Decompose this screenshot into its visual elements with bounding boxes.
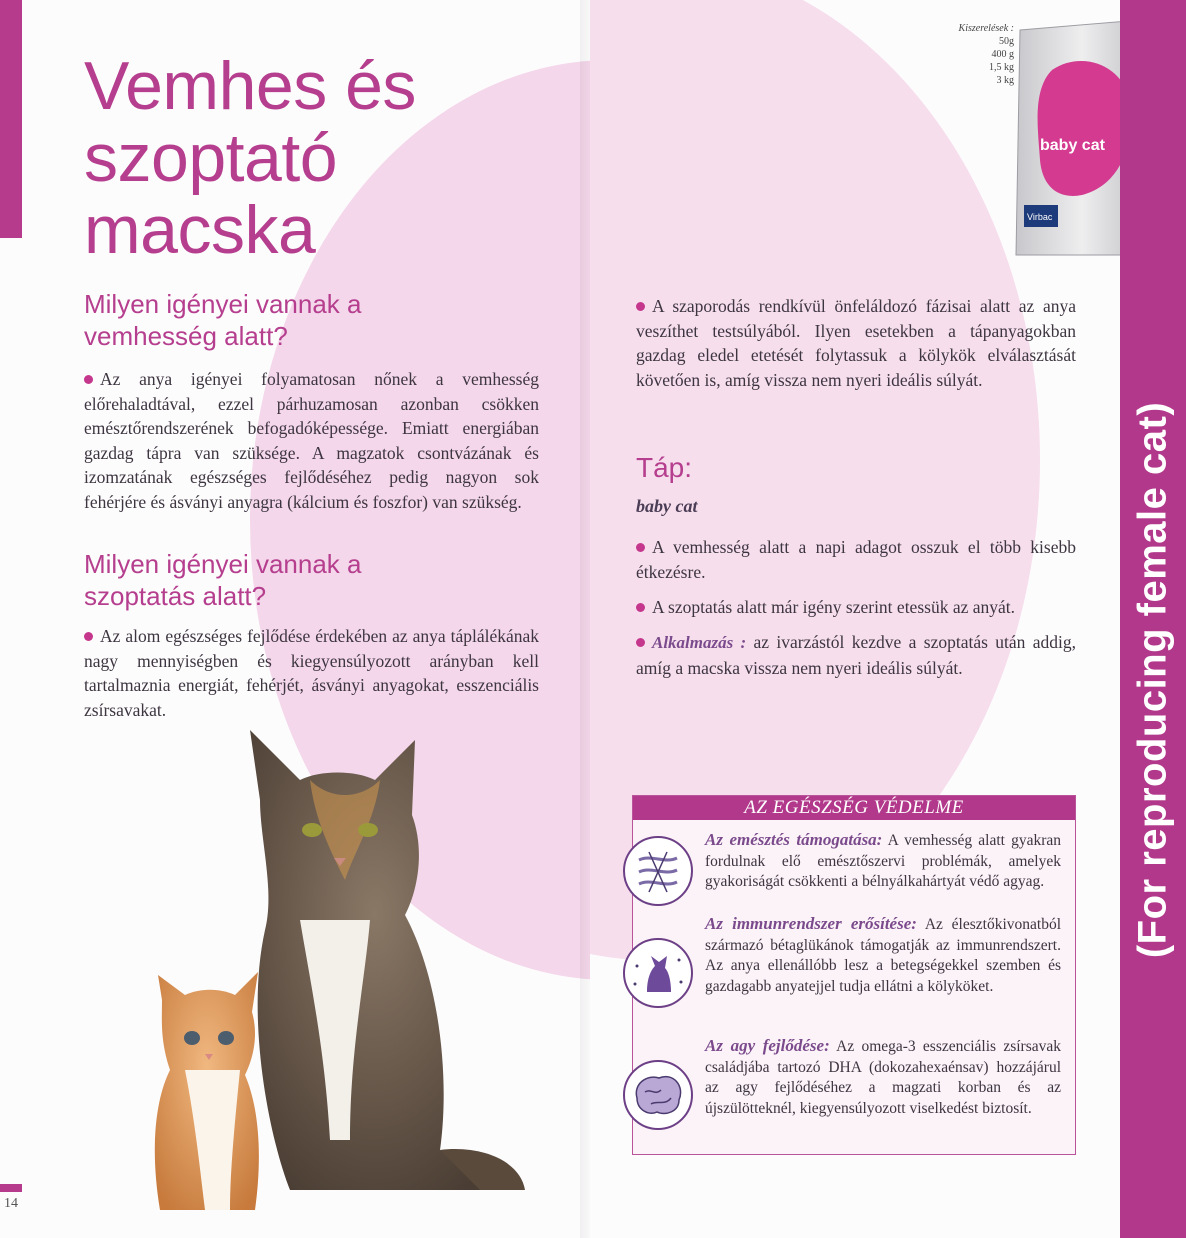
bullet-dot (636, 638, 645, 647)
vertical-label: (For reproducing female cat) (1130, 401, 1175, 959)
page-number: 14 (4, 1196, 18, 1211)
title-line-2: szoptató (84, 120, 338, 196)
title-line-3: macska (84, 192, 316, 268)
brain-icon (621, 1058, 695, 1132)
health-item-2-text: Az élesztőkivonatból származó bétaglükánok támogatják az immunrendszert. Az anya ellenállóbb lesz a betegségekkel szemben és gazdagabb anyatejjel tudja ellátni a kölyköket. (705, 916, 1061, 995)
bullet-1 (636, 535, 1076, 584)
bullet-2 (636, 595, 1076, 620)
section2-heading: Milyen igényei vannak a szoptatás alatt? (84, 549, 362, 611)
package-size-4: 3 kg (996, 75, 1014, 86)
immune-cat-icon (621, 936, 695, 1010)
package-product-text: baby cat (1040, 137, 1105, 154)
bullet-1-text: A vemhesség alatt a napi adagot osszuk el több kisebb étkezésre. (636, 537, 1076, 582)
intro-text (636, 294, 1076, 392)
health-item-3-title: Az agy fejlődése: (705, 1036, 830, 1055)
edge-bar-top (0, 0, 22, 238)
section1-text-body: Az anya igényei folyamatosan nőnek a vemhesség előrehaladtával, ezzel párhuzamosan azonban csökken emésztőrendszerének befogadóképessége. Emiatt energiában gazdag tápra van szüksége. A magzatok csontvázának és izomzatának egészséges fejlődéséhez pedig nagyon sok fehérjére és ásványi anyagra (kálcium és foszfor) van szükség. (84, 369, 539, 512)
bullet-dot (84, 632, 93, 641)
package-size-2: 400 g (991, 49, 1014, 60)
health-item-2 (705, 914, 1061, 997)
title-line-1: Vemhes és (84, 48, 416, 124)
health-item-1 (705, 830, 1061, 893)
fold-shadow (580, 0, 590, 1238)
package-size-3: 1,5 kg (989, 62, 1014, 73)
health-item-2-title: Az immunrendszer erősítése: (705, 914, 917, 933)
section2-text (84, 624, 539, 722)
package-maker-text: Virbac (1027, 212, 1053, 222)
section1-text (84, 367, 539, 514)
bullet-2-text: A szoptatás alatt már igény szerint etessük az anyát. (652, 597, 1015, 617)
section1-heading: Milyen igényei vannak a vemhesség alatt? (84, 289, 362, 351)
page-number-bar (0, 1184, 22, 1192)
package-sizes (959, 22, 1014, 87)
health-box-heading: AZ EGÉSZSÉG VÉDELME (633, 796, 1075, 820)
health-box (632, 795, 1076, 1155)
bullet-3 (636, 630, 1076, 680)
health-item-3 (705, 1036, 1061, 1119)
bullet-dot (636, 603, 645, 612)
bullet-dot (636, 302, 645, 311)
vertical-strip (1120, 0, 1186, 1238)
package-size-1: 50g (999, 36, 1014, 47)
right-page (590, 0, 1186, 1238)
left-page (0, 0, 590, 1238)
health-item-1-title: Az emésztés támogatása: (705, 830, 883, 849)
bullet-3-text: az ivarzástól kezdve a szoptatás után addig, amíg a macska vissza nem nyeri ideális súlyát. (636, 632, 1077, 678)
cats-photo (150, 720, 530, 1220)
tap-heading: Táp: (636, 452, 693, 483)
page-title (84, 50, 416, 266)
bullet-dot (84, 375, 93, 384)
package-sizes-label: Kiszerelések : (958, 23, 1014, 34)
bullet-3-label: Alkalmazás : (652, 633, 747, 652)
digestion-icon (621, 834, 695, 908)
health-item-1-text: A vemhesség alatt gyakran fordulnak elő emésztőszervi problémák, amelyek gyakoriságát csökkenti a bélnyálkahártyát védő agyag. (705, 832, 1061, 890)
health-item-3-text: Az omega-3 esszenciális zsírsavak családjába tartozó DHA (dokozahexaénsav) hozzájárul az agy fejlődéséhez a magzati korban és az újszülötteknél, kiegyensúlyozott viselkedést biztosít. (705, 1038, 1061, 1117)
section2-text-body: Az alom egészséges fejlődése érdekében az anya táplálékának nagy mennyiségben és kiegyensúlyozott arányban kell tartalmaznia energiát, fehérjét, ásványi anyagokat, esszenciális zsírsavakat. (84, 626, 539, 720)
product-name: baby cat (636, 496, 698, 516)
intro-text-body: A szaporodás rendkívül önfeláldozó fázisai alatt az anya veszíthet testsúlyából. Ilyen esetekben a tápanyagokban gazdag eledel etetését folytassuk a kölykök elválasztását követően is, amíg vissza nem nyeri ideális súlyát. (636, 296, 1076, 390)
bullet-dot (636, 543, 645, 552)
